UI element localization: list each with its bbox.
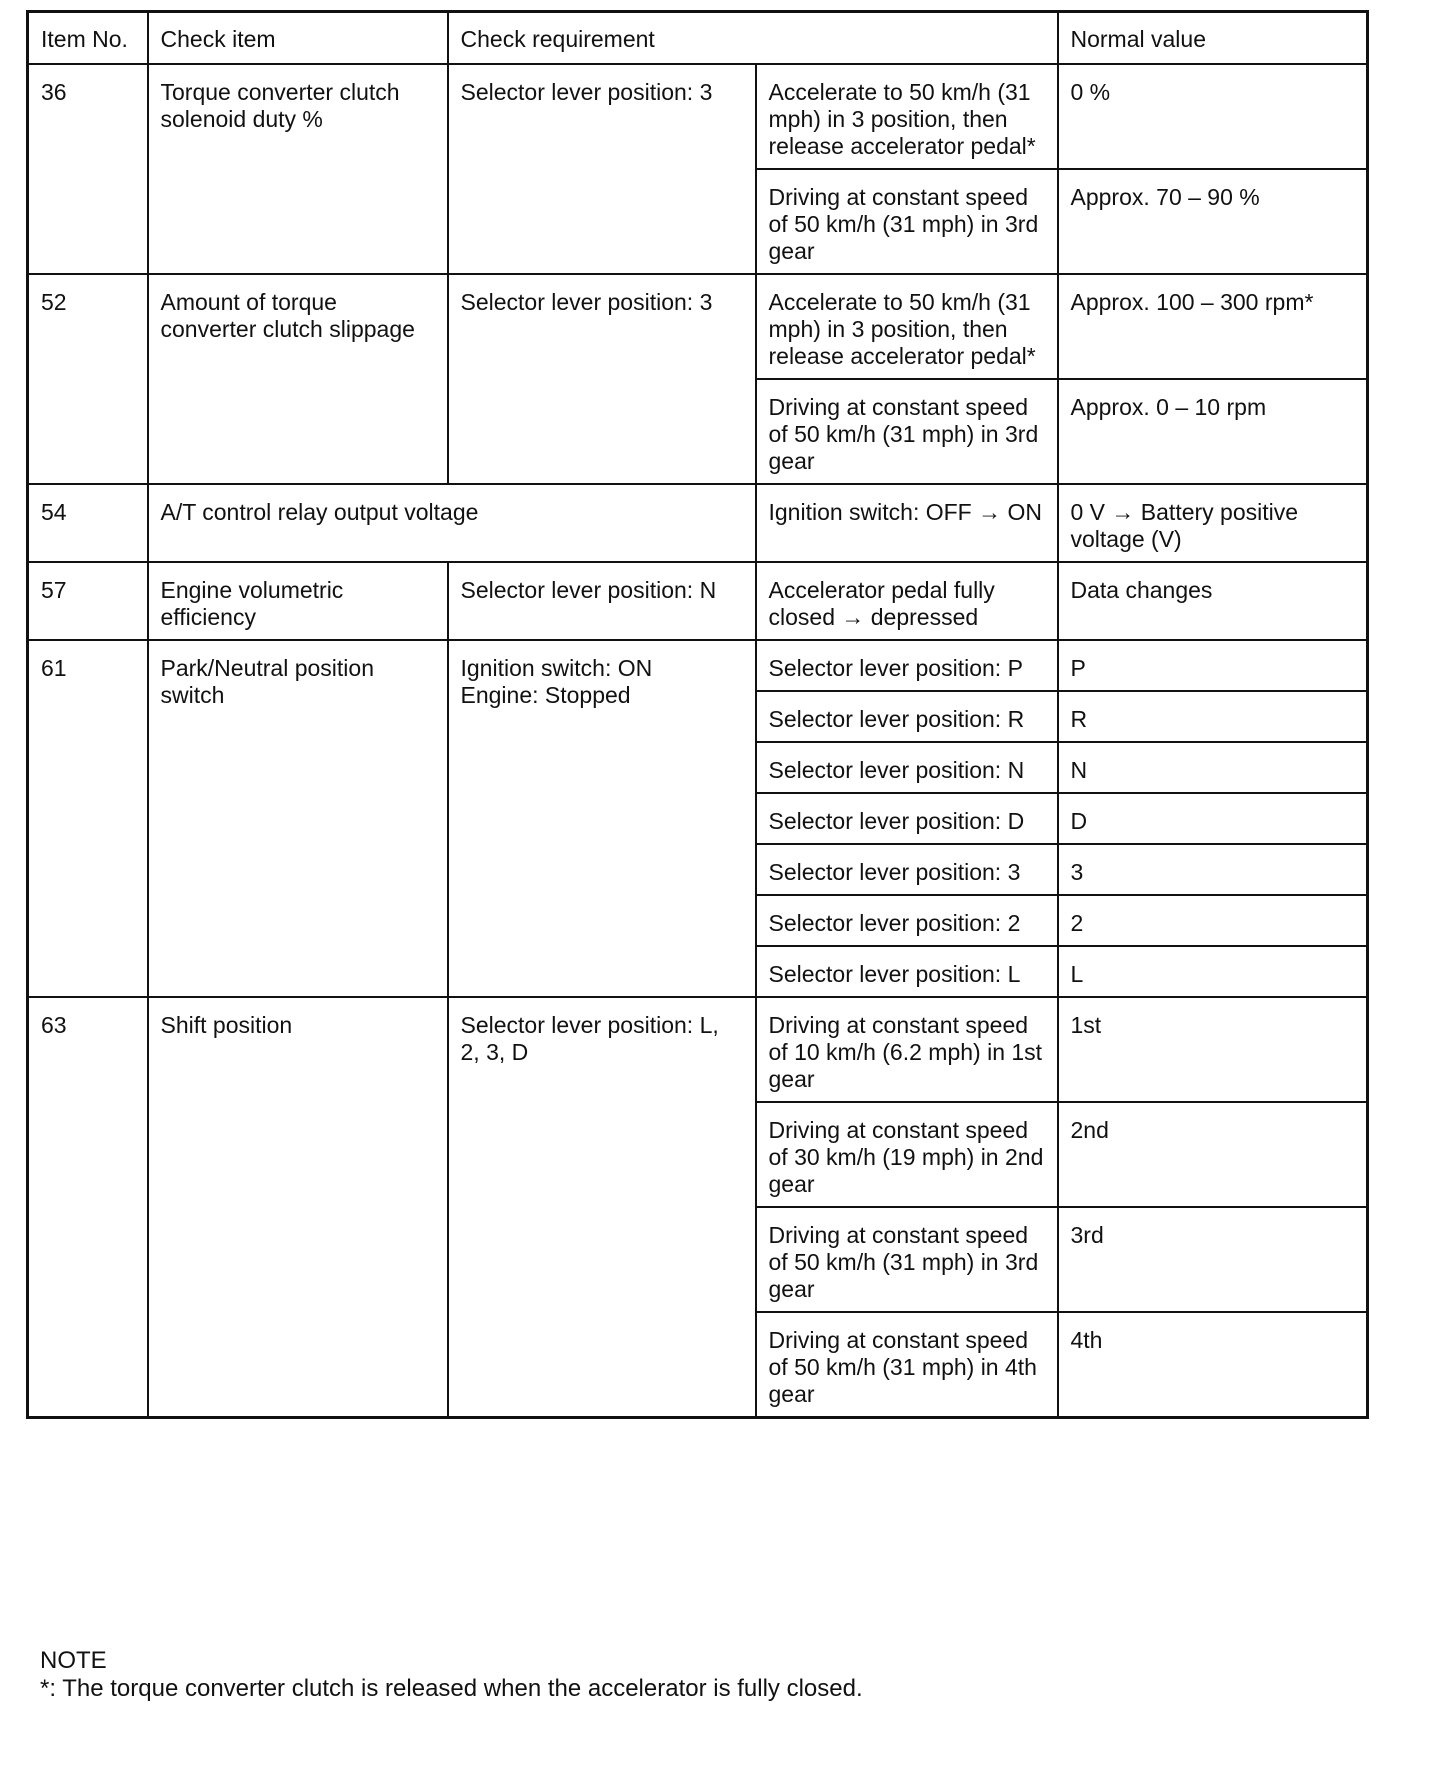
note-text: *: The torque converter clutch is released when the accelerator is fully closed. — [40, 1675, 863, 1702]
header-item-no: Item No. — [28, 12, 148, 65]
normal-value-cell: 3 — [1058, 844, 1368, 895]
requirement-cell — [448, 640, 756, 997]
check-table — [26, 10, 1369, 1419]
normal-value-cell: 0 % — [1058, 64, 1368, 169]
table-row — [28, 64, 1368, 169]
condition-cell: Accelerator pedal fully closed → depressed — [756, 562, 1058, 640]
condition-cell: Selector lever position: D — [756, 793, 1058, 844]
table-row — [28, 640, 1368, 691]
requirement-cell: Selector lever position: 3 — [448, 274, 756, 484]
condition-cell: Ignition switch: OFF → ON — [756, 484, 1058, 562]
condition-cell: Driving at constant speed of 30 km/h (19 mph) in 2nd gear — [756, 1102, 1058, 1207]
normal-value-cell: 4th — [1058, 1312, 1368, 1418]
condition-cell: Selector lever position: P — [756, 640, 1058, 691]
table-row — [28, 274, 1368, 379]
item-no-cell: 61 — [28, 640, 148, 997]
header-check-requirement: Check requirement — [448, 12, 1058, 65]
normal-value-cell: D — [1058, 793, 1368, 844]
check-item-cell: Shift position — [148, 997, 448, 1418]
table-row — [28, 562, 1368, 640]
normal-value-cell: P — [1058, 640, 1368, 691]
normal-value-cell: Approx. 70 – 90 % — [1058, 169, 1368, 274]
normal-value-cell: 0 V → Battery positive voltage (V) — [1058, 484, 1368, 562]
item-no-cell: 52 — [28, 274, 148, 484]
header-normal-value: Normal value — [1058, 12, 1368, 65]
check-item-cell: Park/Neutral position switch — [148, 640, 448, 997]
normal-value-cell: N — [1058, 742, 1368, 793]
check-item-cell: Engine volumetric efficiency — [148, 562, 448, 640]
normal-value-cell: Approx. 0 – 10 rpm — [1058, 379, 1368, 484]
item-no-cell: 36 — [28, 64, 148, 274]
condition-cell: Selector lever position: N — [756, 742, 1058, 793]
normal-value-cell: R — [1058, 691, 1368, 742]
normal-value-cell: 3rd — [1058, 1207, 1368, 1312]
normal-value-cell: Data changes — [1058, 562, 1368, 640]
condition-cell: Selector lever position: 2 — [756, 895, 1058, 946]
condition-cell: Accelerate to 50 km/h (31 mph) in 3 position, then release accelerator pedal* — [756, 274, 1058, 379]
condition-cell: Driving at constant speed of 50 km/h (31 mph) in 4th gear — [756, 1312, 1058, 1418]
header-row — [28, 12, 1368, 65]
condition-cell: Driving at constant speed of 50 km/h (31 mph) in 3rd gear — [756, 169, 1058, 274]
header-check-item: Check item — [148, 12, 448, 65]
requirement-cell: Selector lever position: N — [448, 562, 756, 640]
requirement-line: Ignition switch: ON — [460, 655, 653, 681]
condition-cell: Driving at constant speed of 10 km/h (6.2 mph) in 1st gear — [756, 997, 1058, 1102]
check-item-cell: Amount of torque converter clutch slippage — [148, 274, 448, 484]
normal-value-cell: 2nd — [1058, 1102, 1368, 1207]
condition-cell: Selector lever position: R — [756, 691, 1058, 742]
footnote — [40, 1647, 863, 1703]
requirement-line: Engine: Stopped — [460, 682, 631, 708]
condition-cell: Driving at constant speed of 50 km/h (31 mph) in 3rd gear — [756, 379, 1058, 484]
normal-value-cell: 2 — [1058, 895, 1368, 946]
check-item-cell: Torque converter clutch solenoid duty % — [148, 64, 448, 274]
condition-cell: Driving at constant speed of 50 km/h (31 mph) in 3rd gear — [756, 1207, 1058, 1312]
table-row — [28, 997, 1368, 1102]
table-row — [28, 484, 1368, 562]
check-item-cell: A/T control relay output voltage — [148, 484, 756, 562]
normal-value-cell: Approx. 100 – 300 rpm* — [1058, 274, 1368, 379]
condition-cell: Selector lever position: L — [756, 946, 1058, 997]
normal-value-cell: 1st — [1058, 997, 1368, 1102]
item-no-cell: 63 — [28, 997, 148, 1418]
condition-cell: Accelerate to 50 km/h (31 mph) in 3 position, then release accelerator pedal* — [756, 64, 1058, 169]
requirement-cell: Selector lever position: L, 2, 3, D — [448, 997, 756, 1418]
requirement-cell: Selector lever position: 3 — [448, 64, 756, 274]
normal-value-cell: L — [1058, 946, 1368, 997]
note-title: NOTE — [40, 1647, 107, 1674]
item-no-cell: 57 — [28, 562, 148, 640]
item-no-cell: 54 — [28, 484, 148, 562]
condition-cell: Selector lever position: 3 — [756, 844, 1058, 895]
